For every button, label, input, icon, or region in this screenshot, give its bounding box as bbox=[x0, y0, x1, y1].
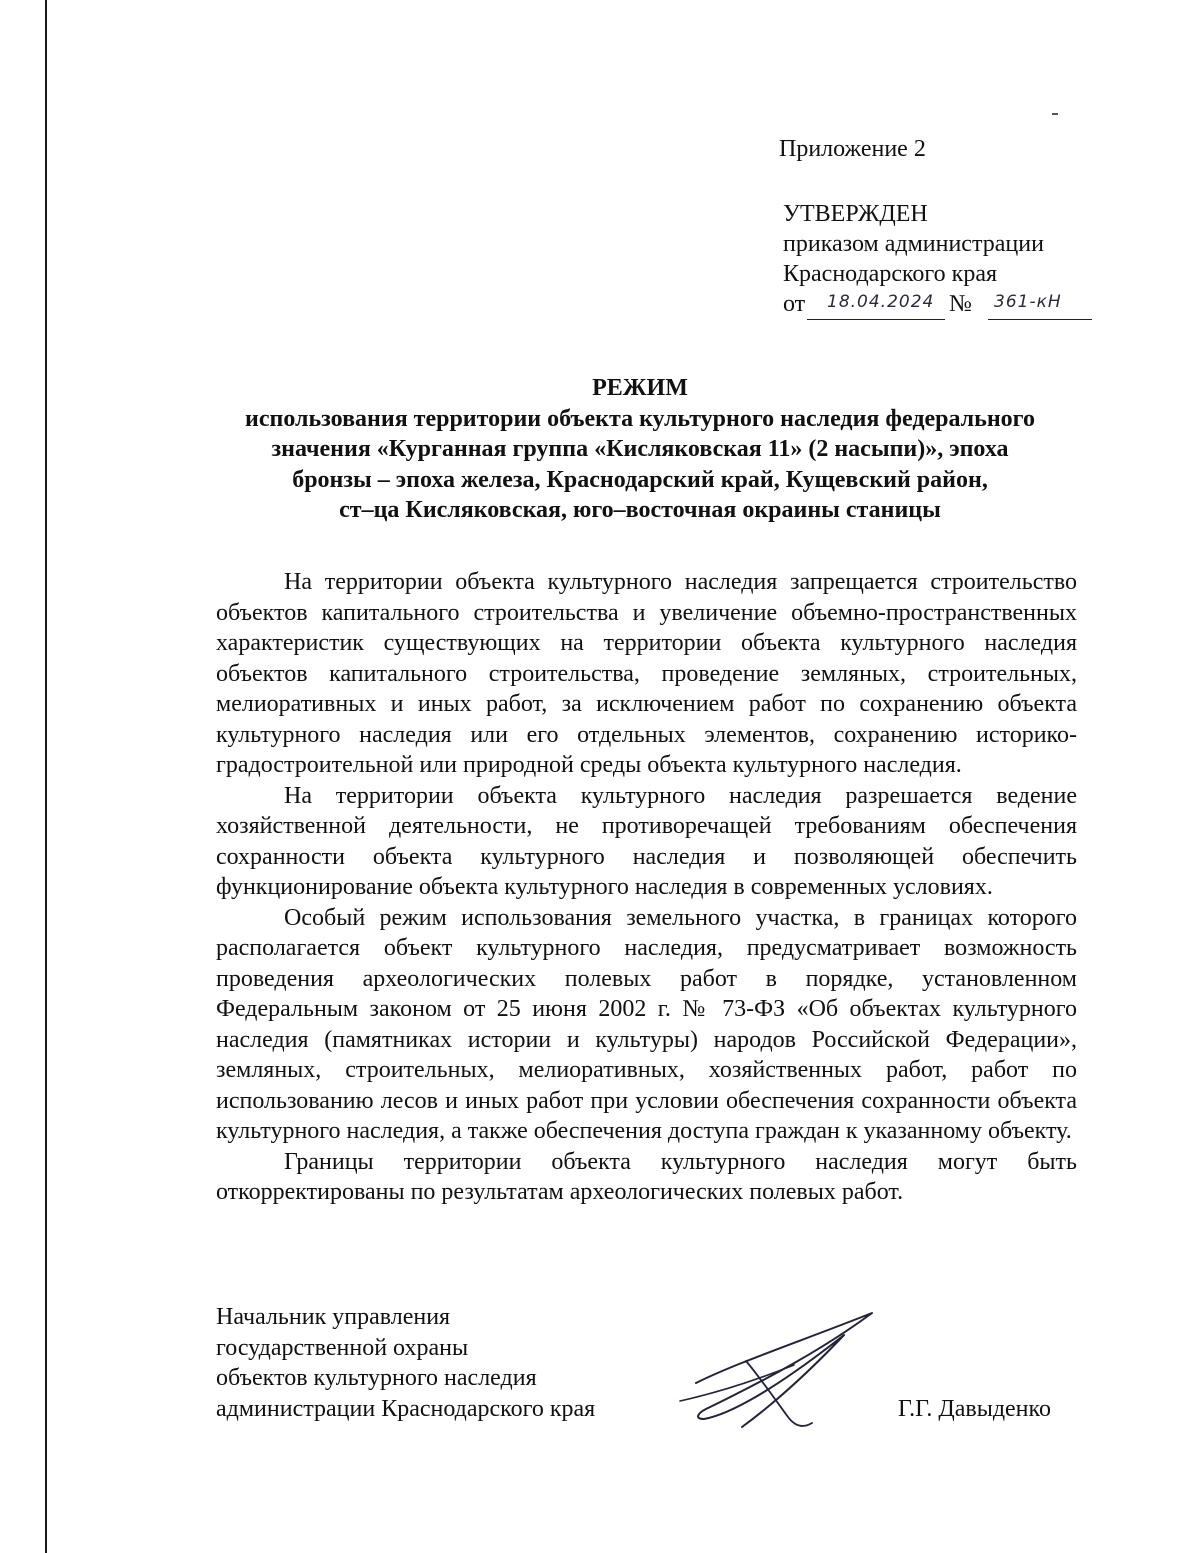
position-line-2: государственной охраны bbox=[216, 1334, 469, 1361]
approved-by-line-2: Краснодарского края bbox=[783, 261, 998, 287]
position-line-4: администрации Краснодарского края bbox=[216, 1395, 596, 1422]
title-main: РЕЖИМ bbox=[592, 375, 688, 401]
body-paragraph: На территории объекта культурного наследия разрешается ведение хозяйственной деятельности, не противоречащей требованиям обеспечения сохранности объекта культурного наследия и позволяющей обеспечить функционирование объекта культурного наследия в современных условиях. bbox=[216, 782, 1077, 900]
title-line-2: значения «Курганная группа «Кисляковская 11» (2 насыпи)», эпоха bbox=[271, 436, 1009, 462]
body-paragraph: Границы территории объекта культурного наследия могут быть откорректированы по результатам археологических полевых работ. bbox=[216, 1148, 1077, 1205]
number-field bbox=[988, 289, 1092, 320]
appendix-label: Приложение 2 bbox=[779, 136, 926, 162]
date-prefix: от bbox=[783, 291, 806, 317]
scan-edge-line bbox=[45, 0, 47, 1553]
approval-stamp-block bbox=[783, 199, 1062, 319]
handwritten-signature-icon bbox=[676, 1305, 886, 1435]
handwritten-number: 361-кН bbox=[994, 292, 1062, 312]
title-line-3: бронзы – эпоха железа, Краснодарский край, Кущевский район, bbox=[292, 466, 988, 493]
body-paragraph: Особый режим использования земельного участка, в границах которого располагается объект культурного наследия, предусматривает возможность проведения археологических полевых работ в порядке, установленном Федеральным законом от 25 июня 2002 г. № 73-ФЗ «Об объектах культурного наследия (памятниках истории и культуры) народов Российской Федерации», земляных, строительных, мелиоративных, хозяйственных работ, работ по использованию лесов и иных работ при условии обеспечения сохранности объекта культурного наследия, а также обеспечения доступа граждан к указанному объекту. bbox=[216, 904, 1077, 1144]
approved-label: УТВЕРЖДЕН bbox=[783, 201, 928, 227]
document-title bbox=[200, 373, 1080, 526]
title-line-4: ст–ца Кисляковская, юго–восточная окраины станицы bbox=[339, 497, 941, 523]
handwritten-date: 18.04.2024 bbox=[827, 292, 935, 312]
title-line-1: использования территории объекта культурного наследия федерального bbox=[245, 405, 1035, 432]
order-date-number-line bbox=[783, 289, 1062, 319]
position-line-3: объектов культурного наследия bbox=[216, 1365, 537, 1391]
document-body bbox=[216, 567, 1077, 1208]
body-paragraph: На территории объекта культурного наследия запрещается строительство объектов капитального строительства и увеличение объемно-пространственных характеристик существующих на территории объекта культурного наследия объектов капитального строительства, проведение земляных, строительных, мелиоративных и иных работ, за исключением работ по сохранению объекта культурного наследия или его отдельных элементов, сохранению историко-градостроительной или природной среды объекта культурного наследия. bbox=[216, 569, 1077, 778]
signer-name: Г.Г. Давыденко bbox=[898, 1396, 1051, 1422]
date-field bbox=[807, 289, 945, 320]
approved-by-line-1: приказом администрации bbox=[783, 231, 1044, 257]
position-line-1: Начальник управления bbox=[216, 1304, 451, 1330]
scan-artifact-mark bbox=[1052, 113, 1058, 115]
signatory-position bbox=[216, 1302, 595, 1424]
number-sign: № bbox=[949, 291, 972, 317]
